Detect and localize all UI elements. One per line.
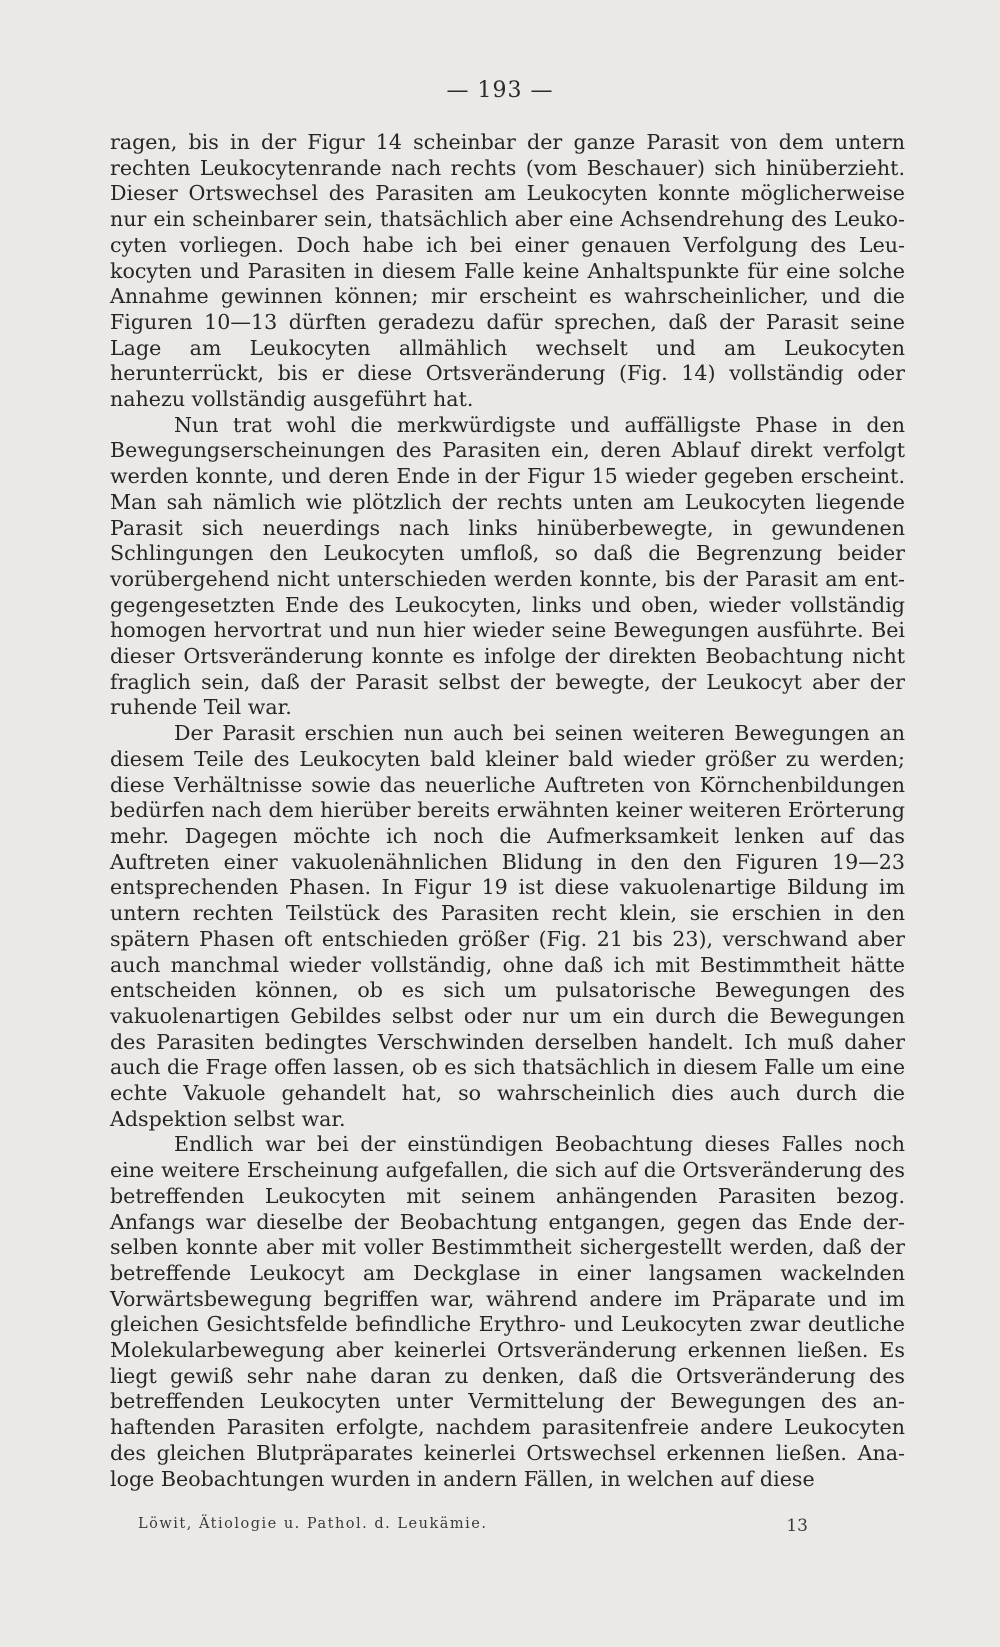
paragraph: Der Parasit erschien nun auch bei seinen weiteren Bewegungen an diesem Teile des Leukocyten bald kleiner bald wieder größer zu werden; diese Verhältnisse sowie das neuerliche Auftreten von Körnchenbildungen bedürfen nach dem hierüber bereits erwähnten keiner weiteren Erörterung mehr. Dagegen möchte ich noch die Aufmerksamkeit lenken auf das Auftreten einer vakuolenähnlichen Blidung in den den Figuren 19—23 entsprechenden Phasen. In Figur 19 ist diese vakuolenartige Bildung im untern rechten Teilstück des Parasiten recht klein, sie erschien in den spätern Phasen oft entschieden größer (Fig. 21 bis 23), verschwand aber auch manchmal wieder vollständig, ohne daß ich mit Bestimmtheit hätte entscheiden können, ob es sich um pulsatorische Bewegungen des vakuolenartigen Gebildes selbst oder nur um ein durch die Bewegungen des Parasiten bedingtes Verschwinden derselben handelt. Ich muß daher auch die Frage offen lassen, ob es sich thatsächlich in diesem Falle um eine echte Vakuole gehandelt hat, so wahrscheinlich dies auch durch die Adspektion selbst war. xyxy=(110,721,905,1131)
paragraph: Nun trat wohl die merkwürdigste und auffälligste Phase in den Bewegungserscheinungen des Parasiten ein, deren Ablauf direkt verfolgt werden konnte, und deren Ende in der Figur 15 wieder gegeben erscheint. Man sah nämlich wie plötzlich der rechts unten am Leukocyten liegende Parasit sich neuerdings nach links hinüberbewegte, in gewundenen Schlingungen den Leukocyten umfloß, so daß die Begrenzung beider vorübergehend nicht unterschieden werden konnte, bis der Parasit am entgegengesetzten Ende des Leukocyten, links und oben, wieder vollständig homogen hervortrat und nun hier wieder seine Bewegungen ausführte. Bei dieser Ortsveränderung konnte es infolge der direkten Beobachtung nicht fraglich sein, daß der Parasit selbst der bewegte, der Leukocyt aber der ruhende Teil war. xyxy=(110,412,905,720)
footer-running-title: Löwit, Ätiologie u. Pathol. d. Leukämie. xyxy=(138,1516,488,1532)
page-number: — 193 — xyxy=(446,78,554,103)
signature-mark: 13 xyxy=(786,1516,808,1536)
paragraph: Endlich war bei der einstündigen Beobachtung dieses Falles noch eine weitere Erscheinung aufgefallen, die sich auf die Ortsveränderung des betreffenden Leukocyten mit seinem anhängenden Parasiten bezog. Anfangs war dieselbe der Beobachtung entgangen, gegen das Ende derselben konnte aber mit voller Bestimmtheit sichergestellt werden, daß der betreffende Leukocyt am Deckglase in einer langsamen wackelnden Vorwärtsbewegung begriffen war, während andere im Präparate und im gleichen Gesichtsfelde befindliche Erythro- und Leukocyten zwar deutliche Molekularbewegung aber keinerlei Ortsveränderung erkennen ließen. Es liegt gewiß sehr nahe daran zu denken, daß die Ortsveränderung des betreffenden Leukocyten unter Vermittelung der Bewegungen des anhaftenden Parasiten erfolgte, nachdem parasitenfreie andere Leukocyten des gleichen Blutpräparates keinerlei Ortswechsel erkennen ließen. Analoge Beobachtungen wurden in andern Fällen, in welchen auf diese xyxy=(110,1132,905,1491)
paragraph: ragen, bis in der Figur 14 scheinbar der ganze Parasit von dem untern rechten Leukocytenrande nach rechts (vom Beschauer) sich hinüberzieht. Dieser Ortswechsel des Parasiten am Leukocyten konnte möglicherweise nur ein scheinbarer sein, thatsächlich aber eine Achsendrehung des Leukocyten vorliegen. Doch habe ich bei einer genauen Verfolgung des Leukocyten und Parasiten in diesem Falle keine Anhaltspunkte für eine solche Annahme gewinnen können; mir erscheint es wahrscheinlicher, und die Figuren 10—13 dürften geradezu dafür sprechen, daß der Parasit seine Lage am Leukocyten allmählich wechselt und am Leukocyten herunterrückt, bis er diese Ortsveränderung (Fig. 14) vollständig oder nahezu vollständig ausgeführt hat. xyxy=(110,130,905,412)
page-footer xyxy=(138,1516,808,1536)
body-text xyxy=(110,130,905,1492)
